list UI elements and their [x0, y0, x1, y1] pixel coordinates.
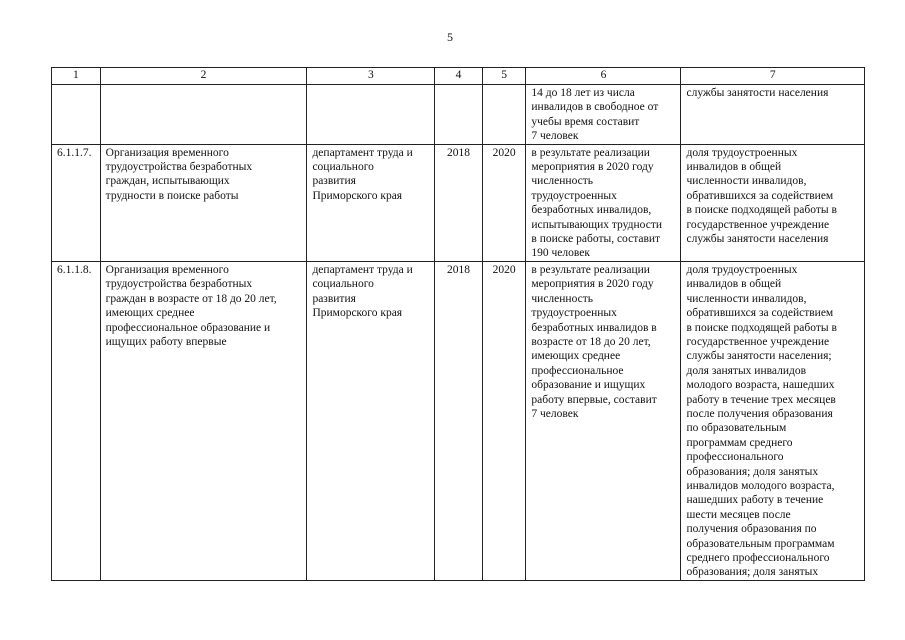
table-row [52, 261, 865, 580]
year-start: 2018 [435, 144, 483, 261]
column-header: 2 [100, 68, 307, 85]
measure-name: Организация временного трудоустройства безработных граждан, испытывающих трудности в поиске работы [100, 144, 307, 261]
indicator: службы занятости населения [681, 85, 865, 145]
column-header: 7 [681, 68, 865, 85]
table-header-row [52, 68, 865, 85]
executor: департамент труда и социального развития Приморского края [307, 144, 435, 261]
column-header: 3 [307, 68, 435, 85]
expected-result: 14 до 18 лет из числа инвалидов в свободное от учебы время составит 7 человек [526, 85, 681, 145]
column-header: 5 [482, 68, 526, 85]
indicator: доля трудоустроенных инвалидов в общей численности инвалидов, обратившихся за содействием в поиске подходящей работы в государственное учреждение службы занятости населения [681, 144, 865, 261]
year-end [482, 85, 526, 145]
expected-result: в результате реализации мероприятия в 2020 году численность трудоустроенных безработных инвалидов в возрасте от 18 до 20 лет, имеющих среднее профессиональное образование и ищущих работу впервые, составит 7 человек [526, 261, 681, 580]
column-header: 4 [435, 68, 483, 85]
year-start [435, 85, 483, 145]
indicator: доля трудоустроенных инвалидов в общей численности инвалидов, обратившихся за содействием в поиске подходящей работы в государственное учреждение службы занятости населения; доля занятых инвалидов молодого возраста, нашедших работу в течение трех месяцев после получения образования по образовательным программам среднего профессионального образования; доля занятых инвалидов молодого возраста, нашедших работу в течение шести месяцев после получения образования по образовательным программам среднего профессионального образования; доля занятых [681, 261, 865, 580]
table-row [52, 85, 865, 145]
column-header: 6 [526, 68, 681, 85]
measures-table [51, 67, 865, 581]
row-number [52, 85, 101, 145]
column-header: 1 [52, 68, 101, 85]
measure-name: Организация временного трудоустройства безработных граждан в возрасте от 18 до 20 лет, имеющих среднее профессиональное образование и ищущих работу впервые [100, 261, 307, 580]
table-row [52, 144, 865, 261]
executor [307, 85, 435, 145]
measure-name [100, 85, 307, 145]
row-number: 6.1.1.7. [52, 144, 101, 261]
page-number: 5 [447, 30, 453, 44]
year-end: 2020 [482, 144, 526, 261]
year-start: 2018 [435, 261, 483, 580]
row-number: 6.1.1.8. [52, 261, 101, 580]
year-end: 2020 [482, 261, 526, 580]
expected-result: в результате реализации мероприятия в 2020 году численность трудоустроенных безработных инвалидов, испытывающих трудности в поиске работы, составит 190 человек [526, 144, 681, 261]
executor: департамент труда и социального развития Приморского края [307, 261, 435, 580]
